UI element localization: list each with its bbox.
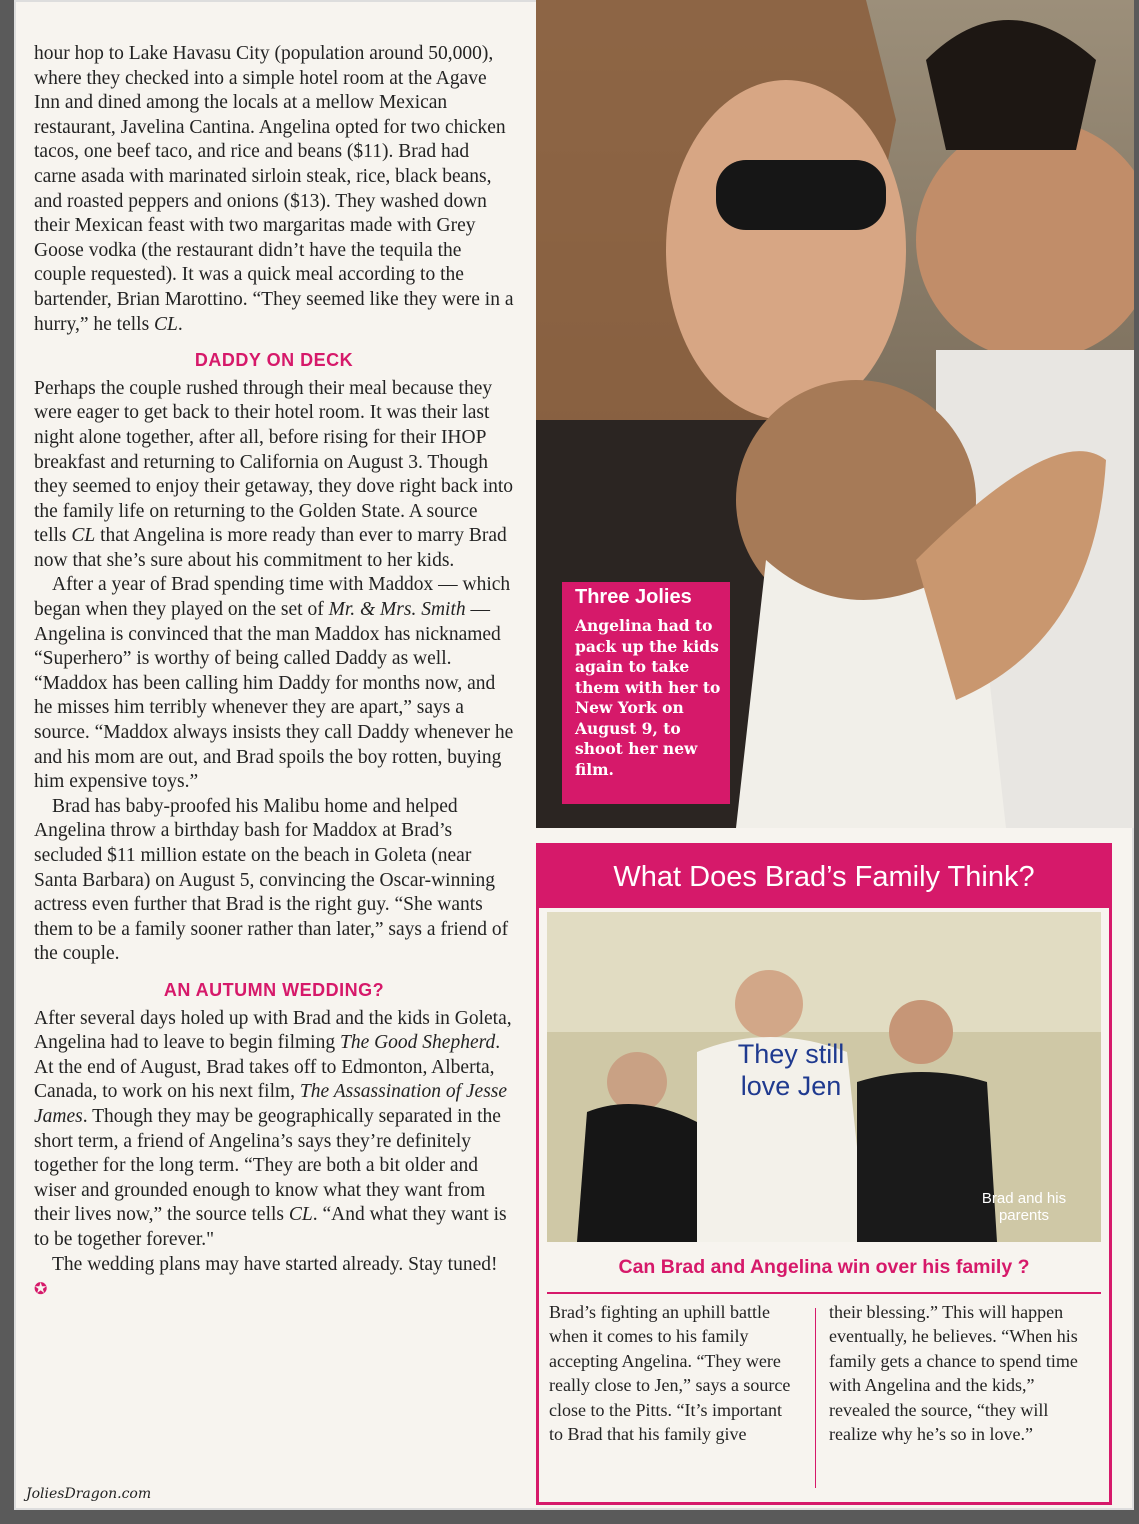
photo-overlay-text: They still love Jen [737, 1039, 845, 1101]
caption-text: Angelina had to pack up the kids again to take them with her to New York on August 9, to shoot her new film. [575, 616, 721, 779]
article-paragraph: hour hop to Lake Havasu City (population around 50,000), where they checked into a simple hotel room at the Agave Inn and dined among the locals at a mellow Mexican restaurant, Javelina Cantina. Angelina opted for two chicken tacos, one beef taco, and rice and beans ($11). Brad had carne asada with marinated sirloin steak, rice, black beans, and roasted peppers and onions ($13). They washed down their Mexican feast with two margaritas made with Grey Goose vodka (the restaurant didn’t have the tequila the couple requested). It was a quick meal according to the bartender, Brian Marottino. “They seemed like they were in a hurry,” he tells CL. [34, 43, 514, 335]
article-paragraph: The wedding plans may have started already. Stay tuned! ✪ [34, 1253, 498, 1299]
family-sidebar [536, 843, 1112, 1505]
photo-caption-box [562, 582, 730, 804]
photo-brad-and-parents [547, 912, 1101, 1242]
sidebar-text-column-1: Brad’s fighting an uphill battle when it comes to his family accepting Angelina. “They were really close to Jen,” says a source close to the Pitts. “It’s important to Brad that his family give [549, 1302, 791, 1445]
article-paragraph: Perhaps the couple rushed through their meal because they were eager to get back to their hotel room. It was their last night alone together, after all, before rising for their IHOP breakfast and returning to California on August 3. Though they seemed to enjoy their getaway, they dove right back into the family life on returning to the Golden State. A source tells CL that Angelina is more ready than ever to marry Brad now that she’s sure about his commitment to her kids. [34, 377, 514, 571]
end-mark-icon: ✪ [34, 1279, 48, 1299]
section-heading-autumn-wedding: AN AUTUMN WEDDING? [163, 979, 385, 1000]
watermark-logo: JoliesDragon.com [26, 1486, 152, 1502]
article-paragraph: Brad has baby-proofed his Malibu home and helped Angelina throw a birthday bash for Maddox at Brad’s secluded $11 million estate on the beach in Goleta (near Santa Barbara) on August 5, convincing the Oscar-winning actress even further that Brad is the right guy. “She wants them to be a family sooner rather than later,” says a friend of the couple. [34, 795, 509, 965]
sidebar-question: Can Brad and Angelina win over his family ? [618, 1256, 1030, 1278]
divider-rule [547, 1292, 1101, 1294]
magazine-page [14, 0, 1134, 1510]
column-divider [815, 1308, 816, 1488]
article-paragraph: After a year of Brad spending time with Maddox — which began when they played on the set of Mr. & Mrs. Smith — Angelina is convinced that the man Maddox has nicknamed “Superhero” is worthy of being called Daddy as well. “Maddox has been calling him Daddy for months now, and he misses him terribly whenever they are apart,” says a source. “Maddox always insists they call Daddy whenever he and his mom are out, and Brad spoils the boy rotten, buying him expensive toys.” [34, 574, 514, 793]
article-column [34, 42, 514, 1302]
sidebar-header: What Does Brad’s Family Think? [539, 846, 1109, 908]
section-heading-daddy-on-deck: DADDY ON DECK [194, 350, 354, 371]
sidebar-text-column-2: their blessing.” This will happen eventually, he believes. “When his family gets a chance to spend time with Angelina and the kids,” revealed the source, “they will realize why he’s so in love.” [829, 1302, 1078, 1445]
article-paragraph: After several days holed up with Brad and the kids in Goleta, Angelina had to leave to begin filming The Good Shepherd. At the end of August, Brad takes off to Edmonton, Alberta, Canada, to work on his next film, The Assassination of Jesse James. Though they may be geographically separated in the short term, a friend of Angelina’s says they’re definitely together for the long term. “They are both a bit older and wiser and grounded enough to know what they want from their lives now,” the source tells CL. “And what they want is to be together forever." [34, 1007, 512, 1250]
photo-caption: Brad and his parents [981, 1190, 1067, 1224]
caption-title: Three Jolies [575, 586, 692, 608]
